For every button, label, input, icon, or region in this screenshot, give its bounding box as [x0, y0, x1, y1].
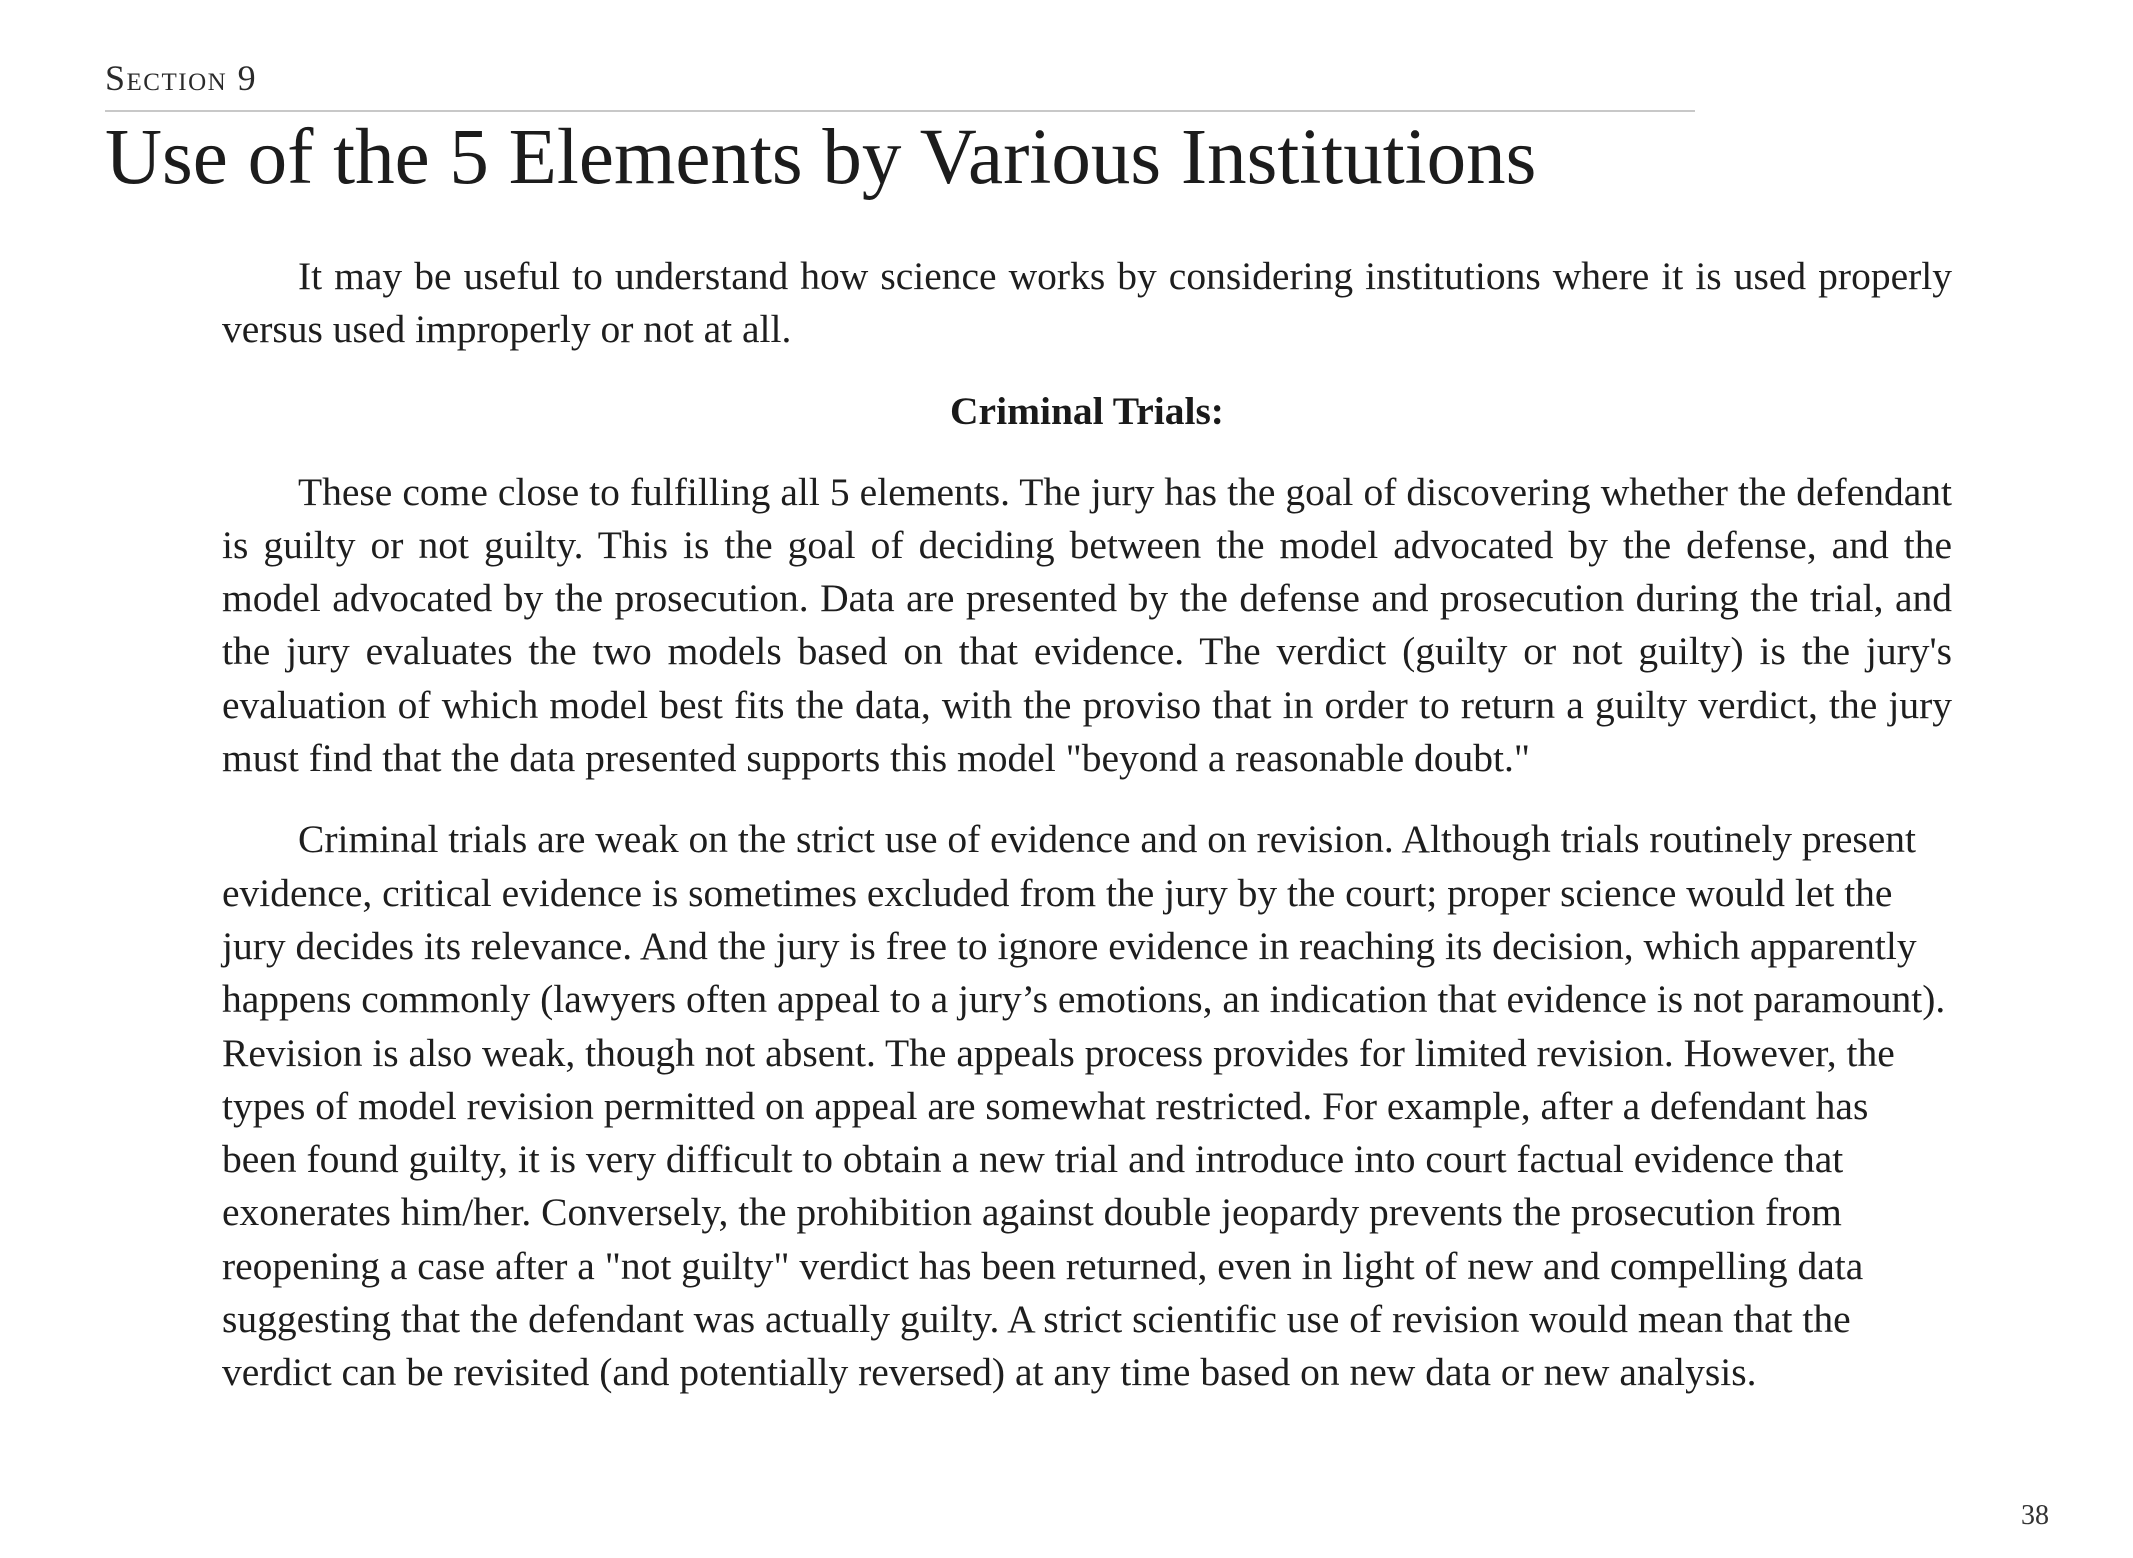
page-number: 38: [2021, 1500, 2049, 1531]
paragraph-evidence-revision: Criminal trials are weak on the strict use of evidence and on revision. Although trials routinely present evidence, critical evidence is sometimes excluded from the jury by the court; proper science would let the jury decides its relevance. And the jury is free to ignore evidence in reaching its decision, which apparently happens commonly (lawyers often appeal to a jury’s emotions, an indication that evidence is not paramount). Revision is also weak, though not absent. The appeals process provides for limited revision. However, the types of model revision permitted on appeal are somewhat restricted. For example, after a defendant has been found guilty, it is very difficult to obtain a new trial and introduce into court factual evidence that exonerates him/her. Conversely, the prohibition against double jeopardy prevents the prosecution from reopening a case after a "not guilty" verdict has been returned, even in light of new and compelling data suggesting that the defendant was actually guilty. A strict scientific use of revision would mean that the verdict can be revisited (and potentially reversed) at any time based on new data or new analysis.: [222, 817, 1946, 1395]
paragraph-criminal-trials: These come close to fulfilling all 5 elements. The jury has the goal of discovering whether the defendant is guilty or not guilty. This is the goal of deciding between the model advocated by the defense, and the model advocated by the prosecution. Data are presented by the defense and prosecution during the trial, and the jury evaluates the two models based on that evidence. The verdict (guilty or not guilty) is the jury's evaluation of which model best fits the data, with the proviso that in order to return a guilty verdict, the jury must find that the data presented supports this model "beyond a reasonable doubt.": [222, 469, 1952, 781]
body-text: [222, 250, 1952, 1428]
subheading: Criminal Trials:: [950, 388, 1224, 433]
intro-paragraph: It may be useful to understand how science works by considering institutions where it is used properly versus used improperly or not at all.: [222, 254, 1952, 352]
section-label: Section 9: [105, 58, 258, 98]
page-title: Use of the 5 Elements by Various Institutions: [105, 114, 1537, 201]
